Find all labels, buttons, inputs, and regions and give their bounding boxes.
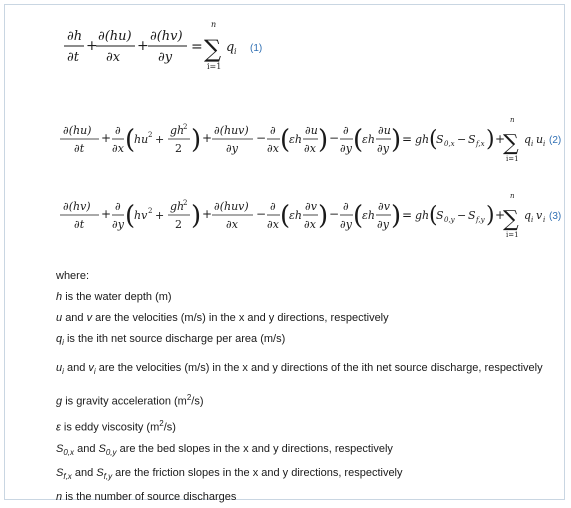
svg-text:∂: ∂	[270, 200, 276, 213]
svg-text:∂y: ∂y	[377, 142, 389, 155]
svg-text:∂y: ∂y	[377, 218, 389, 231]
svg-text:i: i	[543, 140, 546, 148]
svg-text:(: (	[280, 125, 291, 155]
svg-text:∂y: ∂y	[226, 142, 238, 155]
svg-text:hv: hv	[134, 209, 148, 222]
svg-text:εh: εh	[362, 209, 375, 222]
svg-text:2: 2	[148, 131, 153, 139]
svg-text:∂x: ∂x	[267, 218, 279, 231]
svg-text:∂(hu): ∂(hu)	[98, 29, 132, 44]
svg-text:(: (	[125, 201, 136, 231]
svg-text:2: 2	[183, 123, 188, 131]
svg-text:∂: ∂	[115, 200, 121, 213]
svg-text:): )	[391, 201, 402, 231]
svg-text:−: −	[329, 207, 340, 221]
svg-text:∑: ∑	[503, 131, 519, 156]
svg-text:∂(huv): ∂(huv)	[214, 124, 249, 137]
svg-text:q: q	[226, 40, 235, 55]
svg-text:−: −	[329, 131, 340, 145]
svg-text:n: n	[510, 116, 515, 124]
svg-text:S: S	[468, 209, 476, 222]
definition-h: h is the water depth (m)	[56, 291, 172, 303]
svg-text:(: (	[280, 201, 291, 231]
svg-text:∂(hu): ∂(hu)	[63, 124, 92, 137]
svg-text:i=1: i=1	[207, 62, 222, 71]
svg-text:∂x: ∂x	[304, 142, 316, 155]
definition-n: n is the number of source discharges	[56, 491, 237, 504]
svg-text:S: S	[436, 209, 444, 222]
svg-text:(: (	[429, 203, 438, 228]
svg-text:εh: εh	[289, 133, 302, 146]
svg-text:+: +	[101, 207, 112, 221]
equation-2-number: (2)	[549, 135, 562, 146]
svg-text:v: v	[536, 209, 543, 222]
svg-text:∂: ∂	[115, 124, 121, 137]
svg-text:∂u: ∂u	[305, 124, 318, 137]
definition-ui-vi: $u_i$ and $v_i$ are the velocities (m/s) in the x and y directions of the ith net source discharge, respectively	[56, 362, 543, 377]
definition-g: g is gravity acceleration $(m^2/s)$	[56, 393, 204, 409]
svg-text:i: i	[531, 216, 534, 224]
svg-text:gh: gh	[170, 124, 185, 137]
svg-text:i=1: i=1	[506, 155, 519, 163]
svg-text:i: i	[543, 216, 546, 224]
svg-text:∂: ∂	[343, 124, 349, 137]
svg-text:∂y: ∂y	[340, 218, 352, 231]
equation-1	[64, 20, 262, 71]
svg-text:0,x: 0,x	[444, 140, 455, 148]
svg-text:∂t: ∂t	[74, 142, 85, 155]
svg-text:∂x: ∂x	[226, 218, 238, 231]
definitions-list	[56, 266, 543, 508]
svg-text:): )	[191, 125, 202, 155]
svg-text:∂h: ∂h	[67, 29, 83, 44]
svg-text:εh: εh	[289, 209, 302, 222]
svg-text:∂: ∂	[270, 124, 276, 137]
svg-text:n: n	[510, 192, 515, 200]
definition-sf: $S_{f,x}$ and $S_{f,y}$ are the friction slopes in the x and y directions, respectively	[56, 466, 403, 482]
svg-text:): )	[318, 125, 329, 155]
equation-1-number: (1)	[250, 43, 263, 54]
svg-text:∂y: ∂y	[112, 218, 124, 231]
svg-text:+: +	[202, 207, 213, 221]
svg-text:∂u: ∂u	[378, 124, 391, 137]
svg-text:): )	[486, 127, 495, 152]
svg-text:∂y: ∂y	[340, 142, 352, 155]
equation-3-number: (3)	[549, 211, 562, 222]
svg-text:2: 2	[148, 207, 153, 215]
svg-text:): )	[191, 201, 202, 231]
svg-text:−: −	[256, 131, 267, 145]
svg-text:∂x: ∂x	[106, 50, 121, 65]
svg-text:gh: gh	[170, 200, 185, 213]
svg-text:∂v: ∂v	[378, 200, 390, 213]
svg-text:q: q	[524, 133, 532, 146]
svg-text:gh: gh	[415, 133, 430, 146]
svg-text:i=1: i=1	[506, 231, 519, 239]
svg-text:∂x: ∂x	[267, 142, 279, 155]
svg-text:(: (	[125, 125, 136, 155]
svg-text:): )	[391, 125, 402, 155]
svg-text:∑: ∑	[204, 35, 222, 63]
svg-text:∂(hv): ∂(hv)	[150, 29, 183, 44]
svg-text:f,y: f,y	[476, 216, 485, 224]
svg-text:∂(hv): ∂(hv)	[63, 200, 91, 213]
svg-text:−: −	[256, 207, 267, 221]
svg-text:∂t: ∂t	[67, 50, 79, 65]
svg-text:∂y: ∂y	[158, 50, 173, 65]
svg-text:+: +	[137, 38, 149, 54]
svg-text:2: 2	[175, 218, 182, 231]
svg-text:hu: hu	[134, 133, 149, 146]
svg-text:0,y: 0,y	[444, 216, 455, 224]
svg-text:i: i	[234, 47, 237, 56]
definitions-intro: where:	[56, 270, 90, 282]
svg-text:−: −	[457, 209, 467, 222]
svg-text:): )	[486, 203, 495, 228]
svg-text:∂x: ∂x	[112, 142, 124, 155]
svg-text:(: (	[429, 127, 438, 152]
svg-text:+: +	[155, 209, 165, 222]
svg-text:−: −	[457, 133, 467, 146]
svg-text:gh: gh	[415, 209, 430, 222]
svg-text:(: (	[353, 201, 364, 231]
definition-epsilon: ε is eddy viscosity $(m^2/s)$	[56, 419, 176, 434]
svg-text:+: +	[155, 133, 165, 146]
svg-text:+: +	[202, 131, 213, 145]
svg-text:n: n	[211, 20, 217, 29]
svg-text:∂v: ∂v	[305, 200, 317, 213]
svg-text:=: =	[191, 39, 203, 55]
svg-text:∂x: ∂x	[304, 218, 316, 231]
svg-text:=: =	[402, 208, 413, 222]
svg-text:): )	[318, 201, 329, 231]
svg-text:=: =	[402, 132, 413, 146]
svg-text:∂t: ∂t	[74, 218, 85, 231]
definition-u-v: u and v are the velocities (m/s) in the x and y directions, respectively	[56, 312, 389, 324]
svg-text:+: +	[495, 208, 506, 222]
svg-text:S: S	[468, 133, 476, 146]
svg-text:2: 2	[183, 199, 188, 207]
svg-text:∂: ∂	[343, 200, 349, 213]
svg-text:+: +	[495, 132, 506, 146]
svg-text:+: +	[86, 38, 98, 54]
svg-text:+: +	[101, 131, 112, 145]
svg-text:q: q	[524, 209, 532, 222]
svg-text:∑: ∑	[503, 207, 519, 232]
svg-text:f,x: f,x	[476, 140, 485, 148]
svg-text:2: 2	[175, 142, 182, 155]
svg-text:S: S	[436, 133, 444, 146]
svg-text:i: i	[531, 140, 534, 148]
svg-text:εh: εh	[362, 133, 375, 146]
equation-2	[60, 116, 561, 163]
svg-text:∂(huv): ∂(huv)	[214, 200, 249, 213]
equation-3	[60, 192, 561, 239]
svg-text:(: (	[353, 125, 364, 155]
svg-text:u: u	[536, 133, 544, 146]
definition-qi: $q_i$ is the ith net source discharge per area (m/s)	[56, 333, 286, 348]
definition-s0: $S_{0,x}$ and $S_{0,y}$ are the bed slopes in the x and y directions, respectively	[56, 442, 393, 457]
